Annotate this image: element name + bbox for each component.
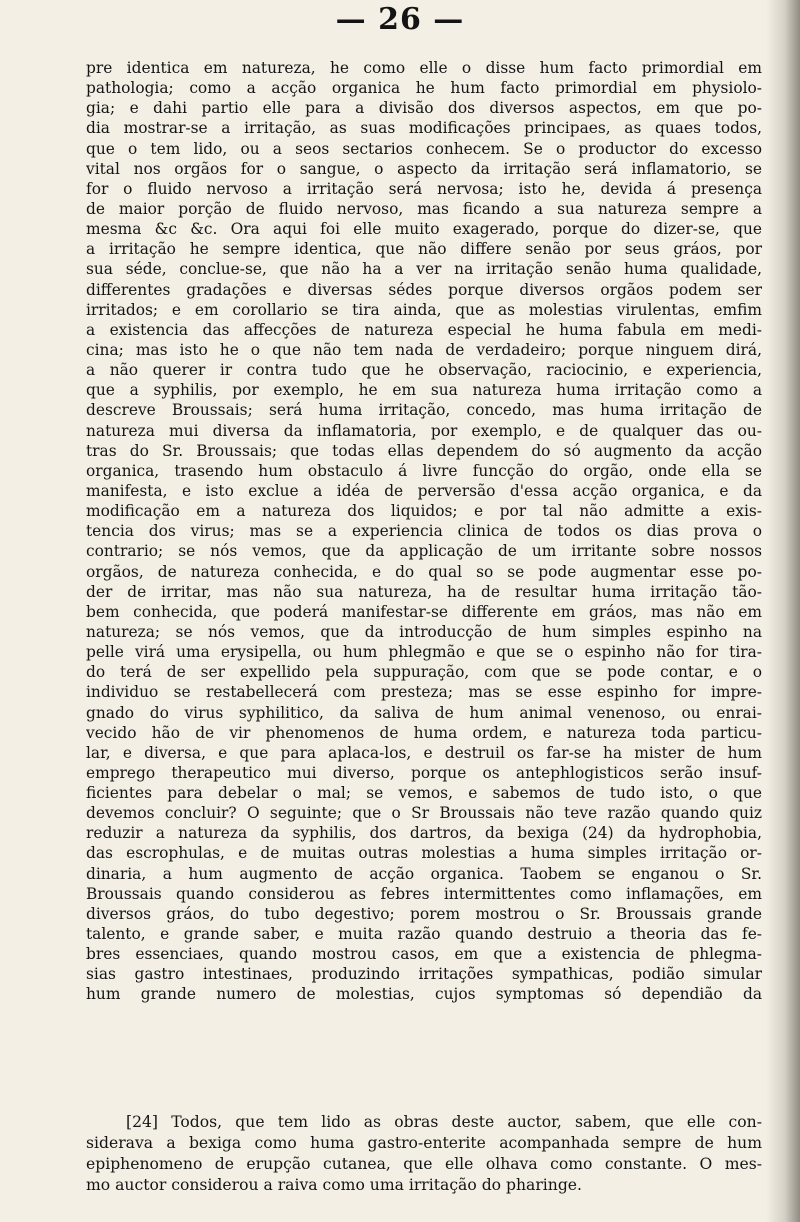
text-line: sua séde, conclue-se, que não ha a ver na irritação senão huma qualidade, <box>86 260 762 279</box>
text-line: vecido hão de vir phenomenos de huma ordem, e natureza toda particu- <box>86 723 762 742</box>
text-line: de maior porção de fluido nervoso, mas ficando a sua natureza sempre a <box>86 199 762 218</box>
footnote-line: mo auctor considerou a raiva como uma irritação do pharinge. <box>86 1176 582 1194</box>
text-line: do terá de ser expellido pela suppuração, com que se pode contar, e o <box>86 663 762 682</box>
text-line: das escrophulas, e de muitas outras molestias a huma simples irritação or- <box>86 844 762 863</box>
text-line: modificação em a natureza dos liquidos; e por tal não admitte a exis- <box>86 502 762 521</box>
text-line: Broussais quando considerou as febres intermittentes como inflamações, em <box>86 884 762 903</box>
text-line: natureza; se nós vemos, que da introducção de hum simples espinho na <box>86 622 762 641</box>
text-line: der de irritar, mas não sua natureza, ha de resultar huma irritação tão- <box>86 582 762 601</box>
text-line: cina; mas isto he o que não tem nada de verdadeiro; porque ninguem dirá, <box>86 340 762 359</box>
text-line: vital nos orgãos for o sangue, o aspecto da irritação será inflamatorio, se <box>86 159 762 178</box>
text-line: lar, e diversa, e que para aplaca-los, e destruil os far-se ha mister de hum <box>86 743 762 762</box>
text-line: pre identica em natureza, he como elle o disse hum facto primordial em <box>86 59 762 77</box>
text-line: bres essenciaes, quando mostrou casos, em que a existencia de phlegma- <box>86 945 762 964</box>
text-line: a não querer ir contra tudo que he observação, raciocinio, e experiencia, <box>86 361 762 380</box>
text-line: irritados; e em corollario se tira ainda, que as molestias virulentas, emfim <box>86 300 762 319</box>
text-line: a existencia das affecções de natureza especial he huma fabula em medi- <box>86 320 762 339</box>
page-number: — 26 — <box>335 2 465 37</box>
text-line: dia mostrar-se a irritação, as suas modificações principaes, as quaes todos, <box>86 119 762 138</box>
text-line: bem conhecida, que poderá manifestar-se differente em gráos, mas não em <box>86 602 762 621</box>
text-line <box>86 1005 762 1025</box>
text-line: natureza mui diversa da inflamatoria, por exemplo, e de qualquer das ou- <box>86 421 762 440</box>
text-line: emprego therapeutico mui diverso, porque os antephlogisticos serão insuf- <box>86 763 762 782</box>
text-line: pelle virá uma erysipella, ou hum phlegmão e que se o espinho não for tira- <box>86 643 762 662</box>
text-line: a irritação he sempre identica, que não differe senão por seus gráos, por <box>86 240 762 259</box>
text-line: sias gastro intestinaes, produzindo irritações sympathicas, podião simular <box>86 965 762 984</box>
text-line: for o fluido nervoso a irritação será nervosa; isto he, devida á presença <box>86 179 762 198</box>
text-line: talento, e grande saber, e muita razão quando destruio a theoria das fe- <box>86 925 762 944</box>
text-line: contrario; se nós vemos, que da applicação de um irritante sobre nossos <box>86 542 762 561</box>
text-line: gnado do virus syphilitico, da saliva de hum animal venenoso, ou enrai- <box>86 703 762 722</box>
text-line: diversos gráos, do tubo degestivo; porem mostrou o Sr. Broussais grande <box>86 904 762 923</box>
text-line: devemos concluir? O seguinte; que o Sr Broussais não teve razão quando quiz <box>86 804 762 823</box>
main-text <box>86 58 762 1025</box>
text-line: gia; e dahi partio elle para a divisão dos diversos aspectos, em que po- <box>86 99 762 118</box>
text-line: dinaria, a hum augmento de acção organica. Taobem se enganou o Sr. <box>86 864 762 883</box>
text-line: ficientes para debelar o mal; se vemos, e sabemos de tudo isto, o que <box>86 784 762 803</box>
text-line: hum grande numero de molestias, cujos symptomas só dependião da <box>86 985 762 1004</box>
footnote-line: siderava a bexiga como huma gastro-enterite acompanhada sempre de hum <box>86 1134 762 1152</box>
footnote <box>86 1112 762 1196</box>
text-line: pathologia; como a acção organica he hum facto primordial em physiolo- <box>86 79 762 98</box>
page-edge-shadow <box>766 0 800 1222</box>
text-line: reduzir a natureza da syphilis, dos dartros, da bexiga (24) da hydrophobia, <box>86 824 762 843</box>
text-line: tencia dos virus; mas se a experiencia clinica de todos os dias prova o <box>86 522 762 541</box>
text-line: differentes gradações e diversas sédes porque diversos orgãos podem ser <box>86 280 762 299</box>
footnote-line: [24] Todos, que tem lido as obras deste auctor, sabem, que elle con- <box>126 1113 762 1131</box>
text-line: mesma &c &c. Ora aqui foi elle muito exagerado, porque do dizer-se, que <box>86 220 762 239</box>
text-line: que o tem lido, ou a seos sectarios conhecem. Se o productor do excesso <box>86 139 762 158</box>
text-line: manifesta, e isto exclue a idéa de perversão d'essa acção organica, e da <box>86 481 762 500</box>
footnote-line: epiphenomeno de erupção cutanea, que elle olhava como constante. O mes- <box>86 1155 762 1173</box>
text-line: organica, trasendo hum obstaculo á livre funcção do orgão, onde ella se <box>86 461 762 480</box>
text-line: que a syphilis, por exemplo, he em sua natureza huma irritação como a <box>86 381 762 400</box>
text-line: individuo se restabellecerá com presteza; mas se esse espinho for impre- <box>86 683 762 702</box>
text-line: orgãos, de natureza conhecida, e do qual so se pode augmentar esse po- <box>86 562 762 581</box>
text-line: descreve Broussais; será huma irritação, concedo, mas huma irritação de <box>86 401 762 420</box>
text-line: tras do Sr. Broussais; que todas ellas dependem do só augmento da acção <box>86 441 762 460</box>
